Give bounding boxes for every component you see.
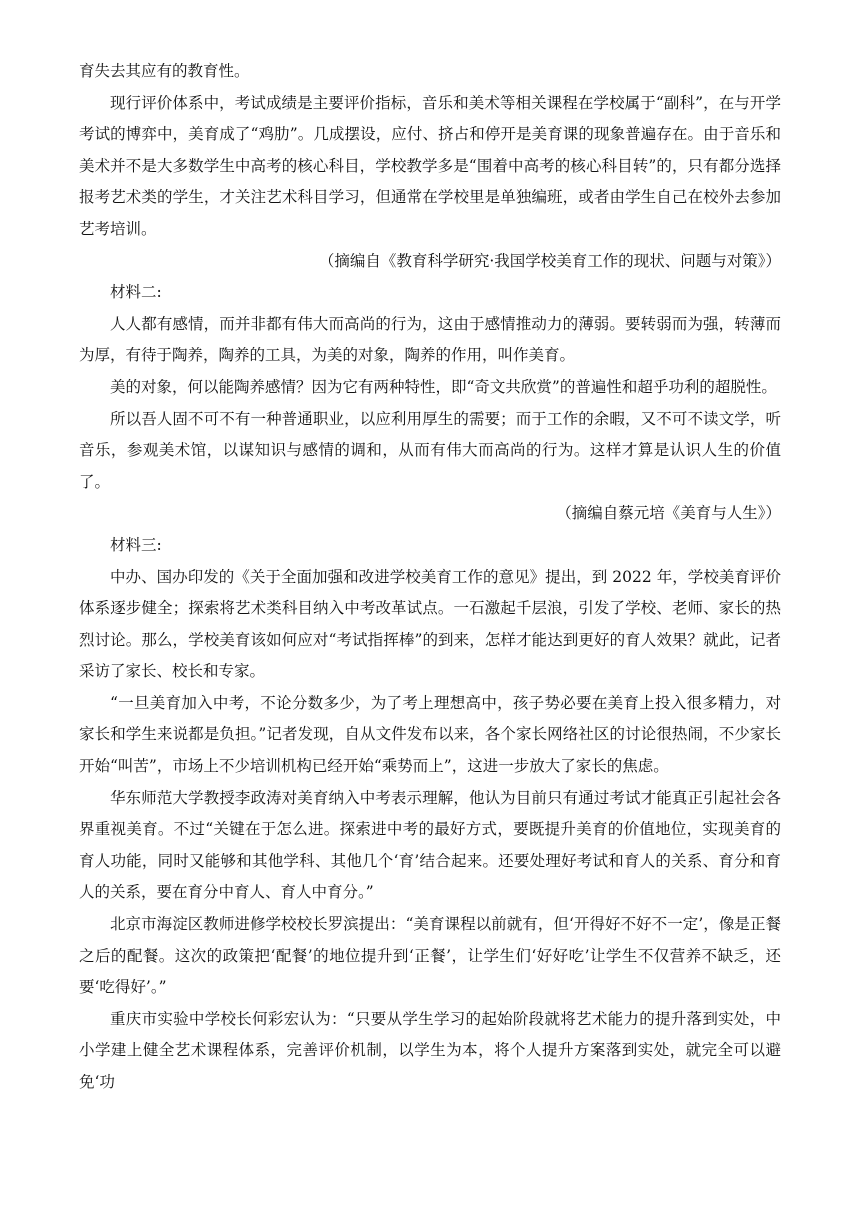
source-citation-1: （摘编自《教育科学研究·我国学校美育工作的现状、问题与对策》） <box>318 251 781 270</box>
source-citation-2: （摘编自蔡元培《美育与人生》） <box>556 504 781 523</box>
paragraph-beauty-object: 美的对象，何以能陶养感情？因为它有两种特性，即“奇文共欣赏”的普遍性和超乎功利的超脱性。 <box>110 377 777 396</box>
paragraph-parents: “一旦美育加入中考，不论分数多少，为了考上理想高中，孩子势必要在美育上投入很多精力，对家长和学生来说都是负担。”记者发现，自从文件发布以来，各个家长网络社区的讨论很热闹，不少家长开始“叫苦”，市场上不少培训机构已经开始“乘势而上”，这进一步放大了家长的焦虑。 <box>79 693 781 776</box>
paragraph-evaluation-system: 现行评价体系中，考试成绩是主要评价指标，音乐和美术等相关课程在学校属于“副科”，在与开学考试的博弈中，美育成了“鸡肋”。几成摆设，应付、挤占和停开是美育课的现象普遍存在。由于音乐和美术并不是大多数学生中高考的核心科目，学校教学多是“围着中高考的核心科目转”的，只有都分选择报考艺术类的学生，才关注艺术科目学习，但通常在学校里是单独编班，或者由学生自己在校外去参加艺考培训。 <box>79 93 781 238</box>
material-three-heading: 材料三: <box>110 535 162 554</box>
paragraph-luo-bin: 北京市海淀区教师进修学校校长罗滨提出：“美育课程以前就有，但‘开得好不好不一定’，像是正餐之后的配餐。这次的政策把‘配餐’的地位提升到‘正餐’，让学生们‘好好吃’让学生不仅营养不缺乏，还要‘吃得好’。” <box>79 915 781 997</box>
paragraph-feelings: 人人都有感情，而并非都有伟大而高尚的行为，这由于感情推动力的薄弱。要转弱而为强，转薄而为厚，有待于陶养，陶养的工具，为美的对象，陶养的作用，叫作美育。 <box>79 314 781 365</box>
paragraph-occupation: 所以吾人固不可不有一种普通职业，以应利用厚生的需要；而于工作的余暇，又不可不读文学，听音乐，参观美术馆，以谋知识与感情的调和，从而有伟大而高尚的行为。这样才算是认识人生的价值了。 <box>79 409 781 491</box>
paragraph-continuation: 育失去其应有的教育性。 <box>79 62 250 80</box>
paragraph-he-caihong: 重庆市实验中学校长何彩宏认为：“只要从学生学习的起始阶段就将艺术能力的提升落到实处，中小学建上健全艺术课程体系，完善评价机制，以学生为本，将个人提升方案落到实处，就完全可以避免‘功 <box>79 1009 781 1091</box>
paragraph-policy: 中办、国办印发的《关于全面加强和改进学校美育工作的意见》提出，到 2022 年，学校美育评价体系逐步健全；探索将艺术类科目纳入中考改革试点。一石激起千层浪，引发了学校、老师、家长的热烈讨论。那么，学校美育该如何应对“考试指挥棒”的到来，怎样才能达到更好的育人效果？就此，记者采访了家长、校长和专家。 <box>79 567 781 681</box>
document-page <box>79 56 781 1099</box>
material-two-heading: 材料二: <box>110 283 162 302</box>
paragraph-li-zhengtao: 华东师范大学教授李政涛对美育纳入中考表示理解，他认为目前只有通过考试才能真正引起社会各界重视美育。不过“关键在于怎么进。探索进中考的最好方式，要既提升美育的价值地位，实现美育的育人功能，同时又能够和其他学科、其他几个‘育’结合起来。还要处理好考试和育人的关系、育分和育人的关系，要在育分中育人、育人中育分。” <box>79 788 781 902</box>
